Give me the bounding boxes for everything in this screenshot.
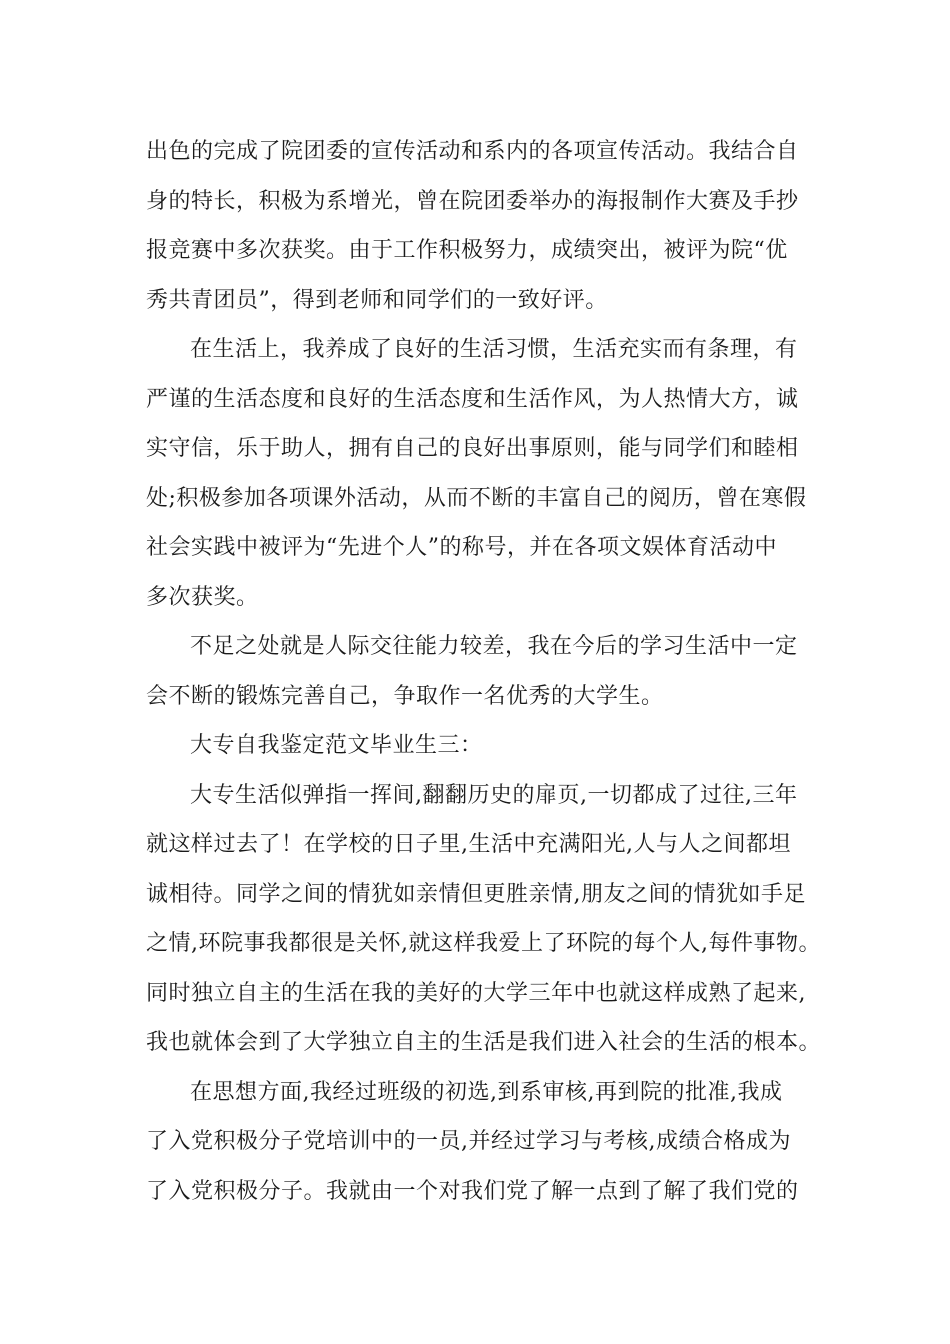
document-body xyxy=(146,127,822,1216)
text-line: 大专生活似弹指一挥间,翻翻历史的扉页,一切都成了过往,三年 xyxy=(190,782,798,808)
paragraph xyxy=(146,325,811,622)
text-line: 严谨的生活态度和良好的生活态度和生活作风，为人热情大方，诚 xyxy=(146,386,799,412)
text-line: 报竞赛中多次获奖。由于工作积极努力，成绩突出，被评为院“优 xyxy=(146,238,788,263)
section-heading xyxy=(146,721,811,771)
text-line: 身的特长，积极为系增光，曾在院团委举办的海报制作大赛及手抄 xyxy=(146,188,799,214)
text-line: 了入党积极分子。我就由一个对我们党了解一点到了解了我们党的 xyxy=(146,1178,799,1204)
paragraph xyxy=(146,622,811,721)
text-line: 不足之处就是人际交往能力较差，我在今后的学习生活中一定 xyxy=(190,634,798,659)
text-line: 在思想方面,我经过班级的初选,到系审核,再到院的批准,我成 xyxy=(190,1079,783,1105)
text-line: 多次获奖。 xyxy=(146,584,259,610)
text-line: 处;积极参加各项课外活动，从而不断的丰富自己的阅历，曾在寒假 xyxy=(146,485,807,511)
text-line: 了入党积极分子党培训中的一员,并经过学习与考核,成绩合格成为 xyxy=(146,1129,791,1154)
text-line: 同时独立自主的生活在我的美好的大学三年中也就这样成熟了起来, xyxy=(146,980,806,1006)
text-line: 会不断的锻炼完善自己，争取作一名优秀的大学生。 xyxy=(146,683,664,709)
text-line: 大专自我鉴定范文毕业生三： xyxy=(190,733,483,758)
text-line: 就这样过去了！在学校的日子里,生活中充满阳光,人与人之间都坦 xyxy=(146,832,791,857)
text-line: 之情,环院事我都很是关怀,就这样我爱上了环院的每个人,每件事物。 xyxy=(146,931,821,956)
text-line: 在生活上，我养成了良好的生活习惯，生活充实而有条理，有 xyxy=(190,337,798,362)
paragraph xyxy=(146,127,811,325)
text-line: 秀共青团员”，得到老师和同学们的一致好评。 xyxy=(146,287,608,313)
text-line: 诚相待。同学之间的情犹如亲情但更胜亲情,朋友之间的情犹如手足 xyxy=(146,881,806,907)
text-line: 实守信，乐于助人，拥有自己的良好出事原则，能与同学们和睦相 xyxy=(146,436,799,461)
paragraph xyxy=(146,771,822,1068)
text-line: 我也就体会到了大学独立自主的生活是我们进入社会的生活的根本。 xyxy=(146,1030,822,1055)
text-line: 社会实践中被评为“先进个人”的称号，并在各项文娱体育活动中 xyxy=(146,535,777,560)
text-line: 出色的完成了院团委的宣传活动和系内的各项宣传活动。我结合自 xyxy=(146,139,799,164)
paragraph xyxy=(146,1068,811,1217)
